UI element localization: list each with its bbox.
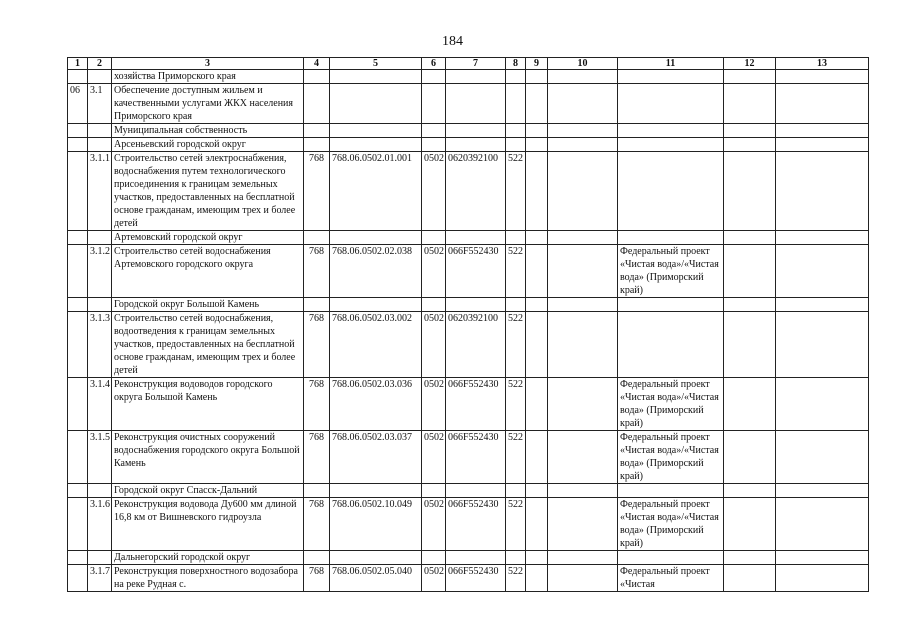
cell-target-article: [446, 484, 506, 498]
cell-col9: [526, 498, 548, 551]
cell-col13: [776, 498, 869, 551]
cell-project: [618, 152, 724, 231]
cell-expense-type: 522: [506, 498, 526, 551]
cell-number: [88, 298, 112, 312]
cell-code: [68, 551, 88, 565]
cell-col10: [548, 484, 618, 498]
cell-col10: [548, 498, 618, 551]
cell-col10: [548, 70, 618, 84]
group-row: [68, 138, 869, 152]
cell-code: 06: [68, 84, 88, 124]
cell-number: [88, 70, 112, 84]
cell-col12: [724, 551, 776, 565]
cell-number: 3.1.7: [88, 565, 112, 592]
table-row: [68, 312, 869, 378]
cell-name: Реконструкция поверхностного водозабора на реке Рудная с.: [112, 565, 304, 592]
cell-col10: [548, 378, 618, 431]
cell-grbs: 768: [304, 245, 330, 298]
group-row: [68, 70, 869, 84]
cell-col9: [526, 245, 548, 298]
cell-col10: [548, 298, 618, 312]
cell-number: 3.1: [88, 84, 112, 124]
cell-project: [618, 484, 724, 498]
cell-expense-type: [506, 484, 526, 498]
cell-expense-type: [506, 231, 526, 245]
cell-col10: [548, 245, 618, 298]
cell-target-article: 066F552430: [446, 565, 506, 592]
header-cell: 2: [88, 58, 112, 70]
cell-section: 0502: [422, 152, 446, 231]
cell-name: Муниципальная собственность: [112, 124, 304, 138]
cell-target-article: [446, 551, 506, 565]
cell-object-code: 768.06.0502.03.002: [330, 312, 422, 378]
cell-name: Дальнегорский городской округ: [112, 551, 304, 565]
header-cell: 6: [422, 58, 446, 70]
header-cell: 13: [776, 58, 869, 70]
cell-target-article: 0620392100: [446, 152, 506, 231]
cell-section: 0502: [422, 565, 446, 592]
cell-col12: [724, 138, 776, 152]
cell-expense-type: 522: [506, 378, 526, 431]
cell-target-article: 066F552430: [446, 378, 506, 431]
cell-grbs: [304, 138, 330, 152]
table-row: [68, 565, 869, 592]
cell-object-code: 768.06.0502.01.001: [330, 152, 422, 231]
header-cell: 1: [68, 58, 88, 70]
cell-code: [68, 298, 88, 312]
cell-col9: [526, 378, 548, 431]
cell-section: 0502: [422, 498, 446, 551]
cell-project: [618, 138, 724, 152]
cell-number: [88, 551, 112, 565]
cell-expense-type: 522: [506, 245, 526, 298]
cell-target-article: [446, 138, 506, 152]
cell-col13: [776, 312, 869, 378]
table-row: [68, 431, 869, 484]
cell-col10: [548, 84, 618, 124]
cell-project: [618, 70, 724, 84]
cell-col13: [776, 152, 869, 231]
cell-col10: [548, 124, 618, 138]
cell-expense-type: [506, 138, 526, 152]
cell-grbs: [304, 551, 330, 565]
cell-project: Федеральный проект «Чистая: [618, 565, 724, 592]
group-row: [68, 124, 869, 138]
header-cell: 9: [526, 58, 548, 70]
cell-target-article: [446, 70, 506, 84]
cell-expense-type: 522: [506, 431, 526, 484]
cell-col9: [526, 551, 548, 565]
cell-name: Артемовский городской округ: [112, 231, 304, 245]
cell-expense-type: 522: [506, 565, 526, 592]
cell-grbs: [304, 70, 330, 84]
cell-target-article: 0620392100: [446, 312, 506, 378]
cell-expense-type: [506, 84, 526, 124]
header-cell: 7: [446, 58, 506, 70]
cell-col9: [526, 312, 548, 378]
cell-col10: [548, 138, 618, 152]
cell-col12: [724, 498, 776, 551]
cell-object-code: [330, 124, 422, 138]
cell-col9: [526, 431, 548, 484]
cell-name: Реконструкция водовода Ду600 мм длиной 16,8 км от Вишневского гидроузла: [112, 498, 304, 551]
cell-name: хозяйства Приморского края: [112, 70, 304, 84]
cell-expense-type: 522: [506, 312, 526, 378]
cell-section: [422, 70, 446, 84]
cell-code: [68, 498, 88, 551]
cell-object-code: 768.06.0502.10.049: [330, 498, 422, 551]
cell-section: 0502: [422, 312, 446, 378]
cell-code: [68, 312, 88, 378]
cell-target-article: 066F552430: [446, 498, 506, 551]
cell-col13: [776, 84, 869, 124]
cell-expense-type: [506, 70, 526, 84]
cell-col10: [548, 312, 618, 378]
cell-name: Реконструкция водоводов городского округа Большой Камень: [112, 378, 304, 431]
cell-number: 3.1.1: [88, 152, 112, 231]
cell-number: 3.1.4: [88, 378, 112, 431]
cell-name: Строительство сетей водоснабжения Артемовского городского округа: [112, 245, 304, 298]
cell-object-code: 768.06.0502.03.037: [330, 431, 422, 484]
cell-grbs: [304, 484, 330, 498]
cell-col13: [776, 70, 869, 84]
cell-object-code: [330, 551, 422, 565]
cell-project: Федеральный проект «Чистая вода»/«Чистая вода» (Приморский край): [618, 378, 724, 431]
cell-expense-type: [506, 551, 526, 565]
cell-number: [88, 484, 112, 498]
cell-col12: [724, 565, 776, 592]
cell-section: 0502: [422, 378, 446, 431]
cell-col12: [724, 312, 776, 378]
cell-section: [422, 551, 446, 565]
header-cell: 11: [618, 58, 724, 70]
cell-col13: [776, 138, 869, 152]
cell-code: [68, 565, 88, 592]
cell-project: Федеральный проект «Чистая вода»/«Чистая вода» (Приморский край): [618, 431, 724, 484]
cell-number: 3.1.2: [88, 245, 112, 298]
cell-col9: [526, 138, 548, 152]
cell-code: [68, 245, 88, 298]
cell-col13: [776, 565, 869, 592]
header-cell: 10: [548, 58, 618, 70]
cell-project: [618, 298, 724, 312]
cell-name: Арсеньевский городской округ: [112, 138, 304, 152]
cell-col13: [776, 245, 869, 298]
budget-table: [67, 57, 869, 592]
cell-col10: [548, 431, 618, 484]
cell-number: 3.1.6: [88, 498, 112, 551]
cell-name: Городской округ Большой Камень: [112, 298, 304, 312]
cell-col13: [776, 378, 869, 431]
cell-expense-type: [506, 124, 526, 138]
cell-number: 3.1.5: [88, 431, 112, 484]
cell-section: [422, 84, 446, 124]
cell-code: [68, 70, 88, 84]
cell-col9: [526, 298, 548, 312]
cell-code: [68, 378, 88, 431]
cell-code: [68, 231, 88, 245]
cell-object-code: [330, 484, 422, 498]
cell-col12: [724, 245, 776, 298]
header-cell: 12: [724, 58, 776, 70]
cell-target-article: 066F552430: [446, 431, 506, 484]
cell-name: Строительство сетей водоснабжения, водоотведения к границам земельных участков, предоставленных на бесплатной основе гражданам, имеющим трех и более детей: [112, 312, 304, 378]
cell-project: Федеральный проект «Чистая вода»/«Чистая вода» (Приморский край): [618, 498, 724, 551]
cell-col13: [776, 231, 869, 245]
cell-name: Городской округ Спасск-Дальний: [112, 484, 304, 498]
cell-target-article: 066F552430: [446, 245, 506, 298]
cell-col12: [724, 484, 776, 498]
cell-grbs: 768: [304, 312, 330, 378]
cell-code: [68, 138, 88, 152]
cell-col13: [776, 298, 869, 312]
cell-expense-type: [506, 298, 526, 312]
cell-object-code: [330, 231, 422, 245]
cell-section: [422, 298, 446, 312]
cell-project: [618, 124, 724, 138]
cell-project: [618, 231, 724, 245]
cell-col13: [776, 484, 869, 498]
cell-section: [422, 484, 446, 498]
cell-number: [88, 231, 112, 245]
cell-target-article: [446, 124, 506, 138]
header-cell: 3: [112, 58, 304, 70]
group-row: [68, 298, 869, 312]
cell-name: Обеспечение доступным жильем и качественными услугами ЖКХ населения Приморского края: [112, 84, 304, 124]
cell-object-code: [330, 84, 422, 124]
table-row: [68, 245, 869, 298]
cell-code: [68, 152, 88, 231]
cell-project: Федеральный проект «Чистая вода»/«Чистая вода» (Приморский край): [618, 245, 724, 298]
group-row: [68, 484, 869, 498]
cell-object-code: [330, 298, 422, 312]
cell-col9: [526, 231, 548, 245]
cell-section: [422, 231, 446, 245]
cell-col10: [548, 551, 618, 565]
cell-col10: [548, 231, 618, 245]
cell-grbs: 768: [304, 498, 330, 551]
cell-code: [68, 431, 88, 484]
cell-col12: [724, 231, 776, 245]
cell-col9: [526, 124, 548, 138]
cell-col12: [724, 152, 776, 231]
cell-project: [618, 551, 724, 565]
cell-section: 0502: [422, 245, 446, 298]
cell-code: [68, 124, 88, 138]
table-row: [68, 498, 869, 551]
cell-col9: [526, 484, 548, 498]
cell-object-code: [330, 138, 422, 152]
cell-col9: [526, 84, 548, 124]
cell-grbs: 768: [304, 152, 330, 231]
page-number: 184: [442, 34, 463, 49]
table-row: [68, 84, 869, 124]
cell-col12: [724, 124, 776, 138]
cell-target-article: [446, 84, 506, 124]
cell-col12: [724, 84, 776, 124]
header-cell: 5: [330, 58, 422, 70]
cell-object-code: 768.06.0502.03.036: [330, 378, 422, 431]
cell-grbs: 768: [304, 378, 330, 431]
cell-grbs: [304, 231, 330, 245]
cell-col9: [526, 70, 548, 84]
cell-number: [88, 124, 112, 138]
cell-target-article: [446, 231, 506, 245]
cell-col10: [548, 565, 618, 592]
cell-col12: [724, 298, 776, 312]
cell-number: [88, 138, 112, 152]
cell-grbs: [304, 84, 330, 124]
header-cell: 4: [304, 58, 330, 70]
cell-object-code: 768.06.0502.02.038: [330, 245, 422, 298]
cell-name: Строительство сетей электроснабжения, водоснабжения путем технологического присоединения к границам земельных участков, предоставленных на бесплатной основе гражданам, имеющим трех и более детей: [112, 152, 304, 231]
cell-col9: [526, 152, 548, 231]
cell-col13: [776, 551, 869, 565]
cell-grbs: 768: [304, 431, 330, 484]
cell-col12: [724, 70, 776, 84]
cell-expense-type: 522: [506, 152, 526, 231]
cell-object-code: [330, 70, 422, 84]
cell-project: [618, 84, 724, 124]
cell-col12: [724, 431, 776, 484]
header-cell: 8: [506, 58, 526, 70]
cell-project: [618, 312, 724, 378]
group-row: [68, 551, 869, 565]
group-row: [68, 231, 869, 245]
cell-section: [422, 138, 446, 152]
cell-col13: [776, 431, 869, 484]
cell-col13: [776, 124, 869, 138]
cell-grbs: [304, 298, 330, 312]
cell-grbs: 768: [304, 565, 330, 592]
cell-code: [68, 484, 88, 498]
cell-object-code: 768.06.0502.05.040: [330, 565, 422, 592]
cell-target-article: [446, 298, 506, 312]
header-row: [68, 58, 869, 70]
cell-section: [422, 124, 446, 138]
cell-grbs: [304, 124, 330, 138]
table-row: [68, 378, 869, 431]
cell-name: Реконструкция очистных сооружений водоснабжения городского округа Большой Камень: [112, 431, 304, 484]
cell-col10: [548, 152, 618, 231]
cell-col12: [724, 378, 776, 431]
table-row: [68, 152, 869, 231]
cell-col9: [526, 565, 548, 592]
cell-number: 3.1.3: [88, 312, 112, 378]
cell-section: 0502: [422, 431, 446, 484]
